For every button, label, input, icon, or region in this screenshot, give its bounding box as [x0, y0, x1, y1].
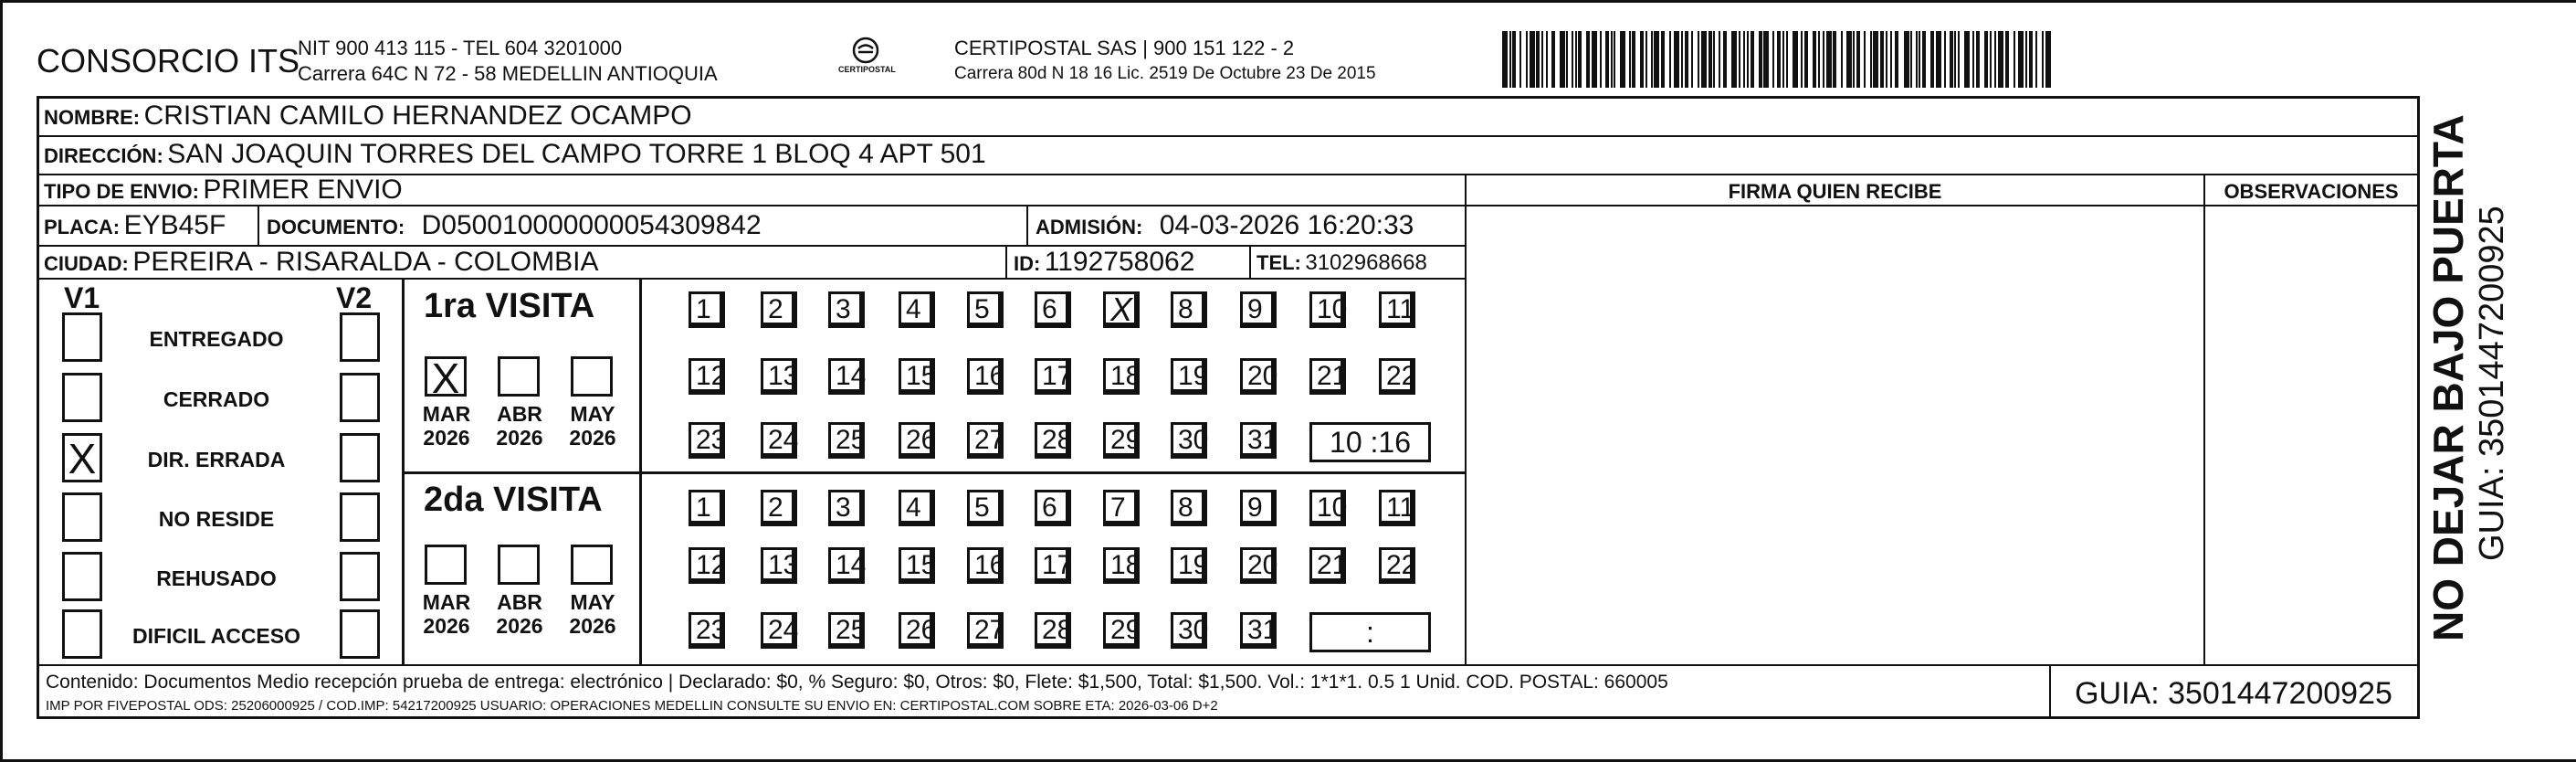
barcode-bar [1698, 31, 1699, 88]
day-box-checked[interactable]: X [1103, 291, 1140, 328]
barcode-bar [1512, 31, 1516, 88]
v2-checkbox[interactable] [340, 373, 380, 422]
status-label: DIR. ERRADA [147, 448, 286, 471]
day-box[interactable]: 13 [761, 547, 797, 584]
day-box[interactable]: 17 [1035, 358, 1071, 395]
barcode-bar [1777, 31, 1781, 88]
visit-sep [402, 471, 1466, 474]
barcode-bar [1739, 31, 1740, 88]
barcode-bar [1813, 31, 1816, 88]
v1-checkbox[interactable] [62, 552, 102, 601]
barcode-bar [1681, 31, 1683, 88]
barcode-bar [1685, 31, 1688, 88]
tel-label: TEL: [1256, 251, 1301, 274]
barcode-bar [1551, 31, 1555, 88]
placa-row [44, 210, 226, 241]
sep-placa-doc [258, 205, 259, 246]
ciudad-label: CIUDAD: [44, 252, 129, 275]
nombre-row [44, 101, 692, 132]
tel-value: 3102968668 [1305, 250, 1427, 275]
barcode-bar [1611, 31, 1613, 88]
first-visit-title: 1ra VISITA [424, 287, 595, 325]
day-box[interactable]: 21 [1309, 547, 1346, 584]
admision-value: 04-03-2026 16:20:33 [1159, 210, 1414, 240]
barcode-bar [1846, 31, 1852, 88]
tipo-label: TIPO DE ENVIO: [44, 180, 199, 203]
day-box[interactable]: 31 [1240, 612, 1277, 649]
day-box[interactable]: 29 [1103, 422, 1140, 459]
barcode-bar [1964, 31, 1970, 88]
barcode-bar [1546, 31, 1548, 88]
status-label: DIFICIL ACCESO [131, 624, 300, 648]
barcode-bar [1818, 31, 1820, 88]
direccion-label: DIRECCIÓN: [44, 144, 163, 167]
month-checkbox[interactable] [571, 545, 613, 585]
tipo-row [44, 175, 403, 206]
barcode-bar [1691, 31, 1693, 88]
barcode-bar [1530, 31, 1535, 88]
barcode-bar [1719, 31, 1720, 88]
form-top [37, 96, 2420, 99]
ciudad-row [44, 247, 598, 278]
barcode-bar [1916, 31, 1918, 88]
day-box[interactable]: 7 [1103, 490, 1140, 526]
month-checkbox[interactable] [498, 545, 540, 585]
v2-checkbox[interactable] [340, 492, 380, 542]
day-box[interactable]: 24 [761, 422, 797, 459]
barcode-bar [1575, 31, 1577, 88]
status-label: REHUSADO [156, 566, 277, 590]
day-box[interactable]: 1 [689, 291, 725, 328]
day-box[interactable]: 26 [899, 612, 935, 649]
check-mark: X [68, 435, 97, 482]
check-mark: X [431, 355, 460, 402]
barcode-bar [1833, 31, 1836, 88]
day-box[interactable]: 11 [1379, 490, 1415, 526]
year-label: 2026 [496, 426, 543, 450]
nombre-label: NOMBRE: [44, 106, 141, 129]
courier-address: Carrera 80d N 18 16 Lic. 2519 De Octubre 23 De 2015 [954, 64, 1376, 83]
barcode-bar [1904, 31, 1909, 88]
barcode-bar [1614, 31, 1615, 88]
certipostal-logo [838, 37, 896, 86]
barcode-bar [1880, 31, 1884, 88]
v2-label: V2 [336, 281, 373, 314]
day-box[interactable]: 14 [828, 358, 865, 395]
day-box[interactable]: 23 [689, 422, 725, 459]
barcode-bar [1994, 31, 1996, 88]
v1-checkbox[interactable] [62, 609, 102, 659]
day-box[interactable]: 30 [1171, 422, 1207, 459]
day-box[interactable]: 19 [1171, 547, 1207, 584]
day-box[interactable]: 4 [899, 490, 935, 526]
certipostal-logo-icon [850, 37, 881, 64]
barcode-bar [1873, 31, 1878, 88]
status-label: NO RESIDE [158, 507, 275, 531]
barcode-bar [1870, 31, 1872, 88]
barcode-bar [1772, 31, 1774, 88]
direccion-row [44, 139, 986, 170]
time-box[interactable]: : [1309, 612, 1431, 652]
barcode-bar [2045, 31, 2051, 88]
placa-label: PLACA: [44, 216, 121, 238]
year-label: 2026 [496, 614, 543, 638]
row-line-6 [37, 664, 2420, 666]
day-box[interactable]: 3 [828, 291, 865, 328]
month-label: MAR [422, 402, 471, 426]
day-box[interactable]: 3 [828, 490, 865, 526]
barcode-bar [1645, 31, 1647, 88]
day-box[interactable]: 27 [967, 422, 1004, 459]
barcode [1502, 31, 2233, 88]
documento-label: DOCUMENTO: [267, 216, 405, 238]
footer-imp: IMP POR FIVEPOSTAL ODS: 25206000925 / COD.IMP: 54217200925 USUARIO: OPERACIONES MEDELLIN CONSULTE SU ENVIO EN: CERTIPOSTAL.COM SOBRE ETA: 2026-03-06 D+2 [46, 698, 1218, 714]
day-box[interactable]: 6 [1035, 490, 1071, 526]
day-box[interactable]: 14 [828, 547, 865, 584]
admision-label: ADMISIÓN: [1036, 216, 1143, 238]
side-warning: NO DEJAR BAJO PUERTA [2424, 114, 2472, 641]
company-nit: NIT 900 413 115 - TEL 604 3201000 [298, 37, 623, 59]
barcode-bar [2029, 31, 2033, 88]
barcode-bar [1709, 31, 1712, 88]
form-left [37, 96, 39, 719]
status-label: CERRADO [163, 387, 270, 411]
month-label: ABR [497, 590, 542, 614]
v1-checkbox[interactable] [62, 433, 102, 482]
barcode-bar [1661, 31, 1665, 88]
courier-name: CERTIPOSTAL SAS | 900 151 122 - 2 [954, 37, 1295, 59]
id-value: 1192758062 [1044, 247, 1195, 277]
barcode-bar [1572, 31, 1573, 88]
status-label: ENTREGADO [149, 327, 284, 351]
barcode-bar [1747, 31, 1749, 88]
barcode-bar [1743, 31, 1745, 88]
barcode-bar [2025, 31, 2027, 88]
barcode-bar [1620, 31, 1625, 88]
day-box[interactable]: 26 [899, 422, 935, 459]
day-box[interactable]: 16 [967, 547, 1004, 584]
barcode-bar [1536, 31, 1540, 88]
barcode-bar [2013, 31, 2015, 88]
days-left-sep [639, 278, 642, 665]
day-box[interactable]: 17 [1035, 547, 1071, 584]
company-address: Carrera 64C N 72 - 58 MEDELLIN ANTIOQUIA [298, 62, 718, 85]
barcode-bar [1731, 31, 1737, 88]
day-box[interactable]: 13 [761, 358, 797, 395]
barcode-bar [1763, 31, 1769, 88]
year-label: 2026 [423, 426, 470, 450]
barcode-bar [1895, 31, 1898, 88]
day-box[interactable]: 2 [761, 291, 797, 328]
firma-header: FIRMA QUIEN RECIBE [1728, 180, 1942, 203]
barcode-bar [1519, 31, 1521, 88]
barcode-bar [2005, 31, 2009, 88]
month-checkbox[interactable] [425, 355, 467, 402]
sep-id-tel [1249, 245, 1251, 279]
barcode-bar [1759, 31, 1762, 88]
barcode-bar [1804, 31, 1808, 88]
day-box[interactable]: 30 [1171, 612, 1207, 649]
barcode-bar [1654, 31, 1659, 88]
barcode-bar [2042, 31, 2044, 88]
month-label: MAY [570, 402, 615, 426]
barcode-bar [1566, 31, 1568, 88]
nombre-value: CRISTIAN CAMILO HERNANDEZ OCAMPO [143, 101, 692, 131]
day-box[interactable]: 9 [1240, 291, 1277, 328]
top-border [0, 0, 2576, 3]
barcode-bar [1936, 31, 1941, 88]
month-label: ABR [497, 402, 542, 426]
barcode-bar [1502, 31, 1508, 88]
barcode-bar [1919, 31, 1920, 88]
footer-guia: GUIA: 3501447200925 [2075, 676, 2392, 711]
side-guia: GUIA: 3501447200925 [2473, 206, 2511, 561]
tipo-value: PRIMER ENVIO [203, 175, 403, 205]
barcode-bar [1841, 31, 1843, 88]
form-bottom [37, 716, 2420, 719]
day-box[interactable]: 5 [967, 291, 1004, 328]
company-name: CONSORCIO ITS [37, 42, 300, 79]
observaciones-header: OBSERVACIONES [2224, 180, 2399, 203]
barcode-bar [1801, 31, 1803, 88]
barcode-bar [1950, 31, 1953, 88]
day-box[interactable]: 18 [1103, 547, 1140, 584]
barcode-bar [1998, 31, 2003, 88]
day-box[interactable]: 6 [1035, 291, 1071, 328]
day-box[interactable]: 28 [1035, 422, 1071, 459]
day-box[interactable]: 1 [689, 490, 725, 526]
day-box[interactable]: 22 [1379, 358, 1415, 395]
barcode-bar [1930, 31, 1934, 88]
day-box[interactable]: 12 [689, 358, 725, 395]
day-box[interactable]: 11 [1379, 291, 1415, 328]
day-box[interactable]: 15 [899, 358, 935, 395]
barcode-bar [1586, 31, 1590, 88]
month-checkbox[interactable] [425, 545, 467, 585]
day-box[interactable]: 10 [1309, 291, 1346, 328]
v1-checkbox[interactable] [62, 492, 102, 542]
barcode-bar [1853, 31, 1855, 88]
v2-checkbox[interactable] [340, 312, 380, 362]
tel-row [1256, 250, 1427, 276]
barcode-bar [1886, 31, 1887, 88]
month-checkbox[interactable] [571, 356, 613, 397]
barcode-bar [1944, 31, 1946, 88]
day-box[interactable]: 4 [899, 291, 935, 328]
barcode-bar [1723, 31, 1727, 88]
day-box[interactable]: 20 [1240, 358, 1277, 395]
day-box[interactable]: 24 [761, 612, 797, 649]
barcode-bar [1578, 31, 1582, 88]
year-label: 2026 [423, 614, 470, 638]
day-box[interactable]: 29 [1103, 612, 1140, 649]
day-box[interactable]: 15 [899, 547, 935, 584]
v1-checkbox[interactable] [62, 312, 102, 362]
v2-checkbox[interactable] [340, 552, 380, 601]
barcode-bar [1990, 31, 1992, 88]
barcode-bar [1713, 31, 1715, 88]
barcode-bar [1651, 31, 1653, 88]
day-box[interactable]: 2 [761, 490, 797, 526]
barcode-bar [1640, 31, 1644, 88]
barcode-bar [1541, 31, 1543, 88]
barcode-bar [1526, 31, 1528, 88]
row-line-5 [37, 278, 1466, 280]
barcode-bar [1958, 31, 1960, 88]
sep-ciudad-id [1005, 245, 1007, 279]
day-box[interactable]: 25 [828, 422, 865, 459]
barcode-bar [1674, 31, 1679, 88]
day-box[interactable]: 21 [1309, 358, 1346, 395]
barcode-bar [1823, 31, 1824, 88]
day-box[interactable]: 23 [689, 612, 725, 649]
barcode-bar [1701, 31, 1707, 88]
barcode-bar [1592, 31, 1597, 88]
v2-checkbox[interactable] [340, 433, 380, 482]
barcode-bar [1984, 31, 1988, 88]
v1-checkbox[interactable] [62, 373, 102, 422]
obs-col-left [2203, 174, 2205, 665]
admision-row [1036, 210, 1414, 241]
second-visit-title: 2da VISITA [424, 481, 603, 519]
barcode-bar [1793, 31, 1798, 88]
barcode-bar [2035, 31, 2037, 88]
day-box[interactable]: 8 [1171, 291, 1207, 328]
form-right [2417, 96, 2420, 719]
barcode-bar [1560, 31, 1565, 88]
placa-value: EYB45F [123, 210, 226, 240]
month-checkbox[interactable] [498, 356, 540, 397]
day-box[interactable]: 9 [1240, 490, 1277, 526]
barcode-bar [1976, 31, 1980, 88]
day-box[interactable]: 18 [1103, 358, 1140, 395]
barcode-bar [1922, 31, 1926, 88]
barcode-bar [1782, 31, 1784, 88]
barcode-bar [1600, 31, 1602, 88]
year-label: 2026 [569, 426, 616, 450]
barcode-bar [1890, 31, 1892, 88]
day-box[interactable]: 31 [1240, 422, 1277, 459]
barcode-bar [1509, 31, 1511, 88]
id-row [1014, 247, 1194, 278]
barcode-bar [1954, 31, 1956, 88]
day-box[interactable]: 8 [1171, 490, 1207, 526]
barcode-bar [1605, 31, 1609, 88]
day-box[interactable]: 16 [967, 358, 1004, 395]
v2-checkbox[interactable] [340, 609, 380, 659]
barcode-bar [1910, 31, 1912, 88]
barcode-bar [1629, 31, 1631, 88]
sep-doc-admision [1026, 205, 1028, 246]
barcode-bar [1669, 31, 1671, 88]
time-box[interactable]: 10 :16 [1309, 422, 1431, 462]
logo-text: CERTIPOSTAL [838, 65, 896, 74]
barcode-bar [1864, 31, 1866, 88]
barcode-bar [1786, 31, 1788, 88]
id-label: ID: [1014, 252, 1041, 275]
barcode-bar [1972, 31, 1974, 88]
day-box[interactable]: 12 [689, 547, 725, 584]
year-label: 2026 [569, 614, 616, 638]
month-label: MAR [422, 590, 471, 614]
direccion-value: SAN JOAQUIN TORRES DEL CAMPO TORRE 1 BLOQ 4 APT 501 [167, 139, 986, 169]
day-box[interactable]: 22 [1379, 547, 1415, 584]
v1-label: V1 [64, 281, 100, 314]
day-box[interactable]: 5 [967, 490, 1004, 526]
ciudad-value: PEREIRA - RISARALDA - COLOMBIA [132, 247, 599, 277]
row-line-1 [37, 135, 2420, 137]
day-box[interactable]: 20 [1240, 547, 1277, 584]
documento-row [267, 210, 762, 241]
day-box[interactable]: 28 [1035, 612, 1071, 649]
firma-col-left [1465, 174, 1467, 665]
day-box[interactable]: 27 [967, 612, 1004, 649]
barcode-bar [1856, 31, 1860, 88]
footer-contenido: Contenido: Documentos Medio recepción prueba de entrega: electrónico | Declarado: $0, % Seguro: $0, Otros: $0, Flete: $1,500, Total: $1,500. Vol.: 1*1*1. 0.5 1 Unid. COD. POSTAL: 660005 [46, 672, 1668, 693]
day-box[interactable]: 25 [828, 612, 865, 649]
documento-value: D050010000000054309842 [421, 210, 762, 240]
day-box[interactable]: 10 [1309, 490, 1346, 526]
barcode-bar [1826, 31, 1832, 88]
month-label: MAY [570, 590, 615, 614]
day-box[interactable]: 19 [1171, 358, 1207, 395]
barcode-bar [2018, 31, 2024, 88]
barcode-bar [1632, 31, 1635, 88]
left-border [0, 0, 3, 762]
barcode-bar [1751, 31, 1754, 88]
